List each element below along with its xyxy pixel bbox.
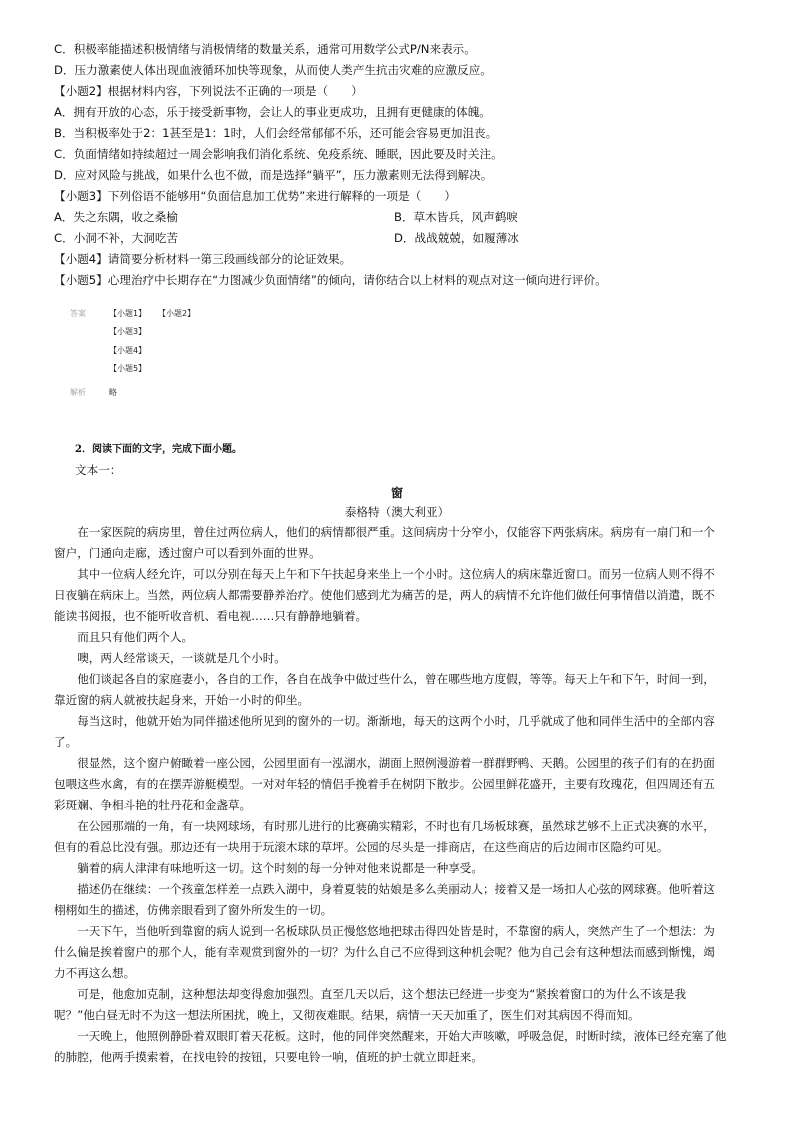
q2-option-b: B．当积极率处于2：1甚至是1：1时，人们会经常郁郁不乐，还可能会容易更加沮丧。 xyxy=(54,126,498,140)
article-title: 窗 xyxy=(390,486,403,500)
q3-option-c: C．小洞不补，大洞吃苦 xyxy=(54,231,179,245)
paragraph-line: 窗户，门通向走廊，透过窗户可以看到外面的世界。 xyxy=(54,546,321,560)
paragraph-line: 其中一位病人经允许，可以分别在每天上午和下午扶起身来坐上一个小时。这位病人的病床靠近窗口。而另一位病人则不得不 xyxy=(54,567,715,581)
paragraph-line: 的肺腔，他两手摸索着，在找电铃的按钮，只要电铃一响，值班的护士就立即赶来。 xyxy=(54,1050,483,1064)
q3-option-a: A．失之东隅，收之桑榆 xyxy=(54,210,178,224)
paragraph-line: 描述仍在继续：一个孩童怎样差一点跌入湖中，身着夏装的姑娘是多么美丽动人；接着又是一场扣人心弦的网球赛。他听着这 xyxy=(54,882,715,896)
answer-item-5: 【小题5】 xyxy=(109,364,147,373)
paragraph-line: 栩栩如生的描述，仿佛亲眼看到了窗外所发生的一切。 xyxy=(54,903,333,917)
paragraph-line: 很显然，这个窗户俯瞰着一座公园，公园里面有一泓湖水，湖面上照例漫游着一群群野鸭、天鹅。公园里的孩子们有的在扔面 xyxy=(54,756,715,770)
paragraph-line: 但有的看总比没有强。那边还有一块用于玩滚木球的草坪。公园的尽头是一排商店，在这些商店的后边闹市区隐约可见。 xyxy=(54,840,669,854)
answer-label: 答案 xyxy=(70,309,86,318)
analysis-label: 解析 xyxy=(70,388,86,397)
q3-option-b: B．草木皆兵，风声鹤唳 xyxy=(394,210,518,224)
paragraph-line: 在一家医院的病房里，曾住过两位病人，他们的病情都很严重。这间病房十分窄小，仅能容下两张病床。病房有一扇门和一个 xyxy=(54,525,715,539)
text-label: 文本一： xyxy=(75,463,122,477)
paragraph-line: 在公园那端的一角，有一块网球场，有时那儿进行的比赛确实精彩，不时也有几场板球赛，虽然球艺够不上正式决赛的水平， xyxy=(54,819,715,833)
paragraph-line: 每当这时，他就开始为同伴描述他所见到的窗外的一切。渐渐地，每天的这两个小时，几乎就成了他和同伴生活中的全部内容 xyxy=(54,714,715,728)
q2-option-d: D．应对风险与挑战，如果什么也不做，而是选择“躺平”，压力激素则无法得到解决。 xyxy=(54,168,493,182)
paragraph-line: 一天晚上，他照例静卧着双眼盯着天花板。这时，他的同伴突然醒来，开始大声咳嗽，呼吸急促，时断时续，液体已经充塞了他 xyxy=(54,1029,727,1043)
q2-stem: 【小题2】根据材料内容，下列说法不正确的一项是（ ） xyxy=(54,84,363,98)
q1-option-d: D．压力激素使人体出现血液循环加快等现象，从而使人类产生抗击灾难的应激反应。 xyxy=(54,63,492,77)
paragraph-line: 呢？”他白昼无时不为这一想法所困扰，晚上，又彻夜难眠。结果，病情一天天加重了，医生们对其病因不得而知。 xyxy=(54,1008,640,1022)
analysis-text: 略 xyxy=(109,388,117,397)
q2-option-a: A．拥有开放的心态，乐于接受新事物，会让人的事业更成功，且拥有更健康的体魄。 xyxy=(54,105,491,119)
article-author: 泰格特（澳大利亚） xyxy=(344,505,450,519)
paragraph-line: 包喂这些水禽，有的在摆弄游艇模型。一对对年轻的情侣手挽着手在树阴下散步。公园里鲜花盛开，主要有玫瑰花，但四周还有五 xyxy=(54,777,715,791)
paragraph-line: 彩斑斓、争相斗艳的牡丹花和金盏草。 xyxy=(54,798,252,812)
q5-stem: 【小题5】心理治疗中长期存在“力图减少负面情绪”的倾向，请你结合以上材料的观点对这一倾向进行评价。 xyxy=(54,273,607,287)
paragraph-line: 而且只有他们两个人。 xyxy=(54,630,194,644)
answer-item-3: 【小题3】 xyxy=(109,327,147,336)
q1-option-c: C．积极率能描述积极情绪与消极情绪的数量关系，通常可用数学公式P/N来表示。 xyxy=(54,42,476,56)
q3-option-d: D．战战兢兢，如履薄冰 xyxy=(394,231,519,245)
paragraph-line: 一天下午，当他听到靠窗的病人说到一名板球队员正慢悠悠地把球击得四处皆是时，不靠窗的病人，突然产生了一个想法：为 xyxy=(54,924,715,938)
paragraph-line: 他们谈起各自的家庭妻小，各自的工作，各自在战争中做过些什么，曾在哪些地方度假，等等。每天上午和下午，时间一到， xyxy=(54,672,715,686)
paragraph-line: 躺着的病人津津有味地听这一切。这个时刻的每一分钟对他来说都是一种享受。 xyxy=(54,861,483,875)
paragraph-line: 靠近窗的病人就被扶起身来，开始一小时的仰坐。 xyxy=(54,693,310,707)
answer-item-4: 【小题4】 xyxy=(109,346,147,355)
paragraph-line: 什么偏是挨着窗户的那个人，能有幸观赏到窗外的一切？为什么自己不应得到这种机会呢？他为自己会有这种想法而感到惭愧，竭 xyxy=(54,945,715,959)
q4-stem: 【小题4】请简要分析材料一第三段画线部分的论证效果。 xyxy=(54,252,352,266)
paragraph-line: 可是，他愈加克制，这种想法却变得愈加强烈。直至几天以后，这个想法已经进一步变为“紧挨着窗口的为什么不该是我 xyxy=(54,987,687,1001)
q2-option-c: C．负面情绪如持续超过一周会影响我们消化系统、免疫系统、睡眠，因此要及时关注。 xyxy=(54,147,503,161)
answer-item-2: 【小题2】 xyxy=(158,309,196,318)
paragraph-line: 日夜躺在病床上。当然，两位病人都需要静养治疗。使他们感到尤为痛苦的是，两人的病情不允许他们做任何事情借以消遣，既不 xyxy=(54,588,715,602)
section-heading: 2．阅读下面的文字，完成下面小题。 xyxy=(75,444,242,455)
paragraph-line: 噢，两人经常谈天，一谈就是几个小时。 xyxy=(54,651,286,665)
answer-item-1: 【小题1】 xyxy=(109,309,147,318)
paragraph-line: 力不再这么想。 xyxy=(54,966,136,980)
q3-stem: 【小题3】下列俗语不能够用“负面信息加工优势”来进行解释的一项是（ ） xyxy=(54,189,456,203)
paragraph-line: 了。 xyxy=(54,735,78,749)
paragraph-line: 能读书阅报，也不能听收音机、看电视……只有静静地躺着。 xyxy=(54,609,368,623)
